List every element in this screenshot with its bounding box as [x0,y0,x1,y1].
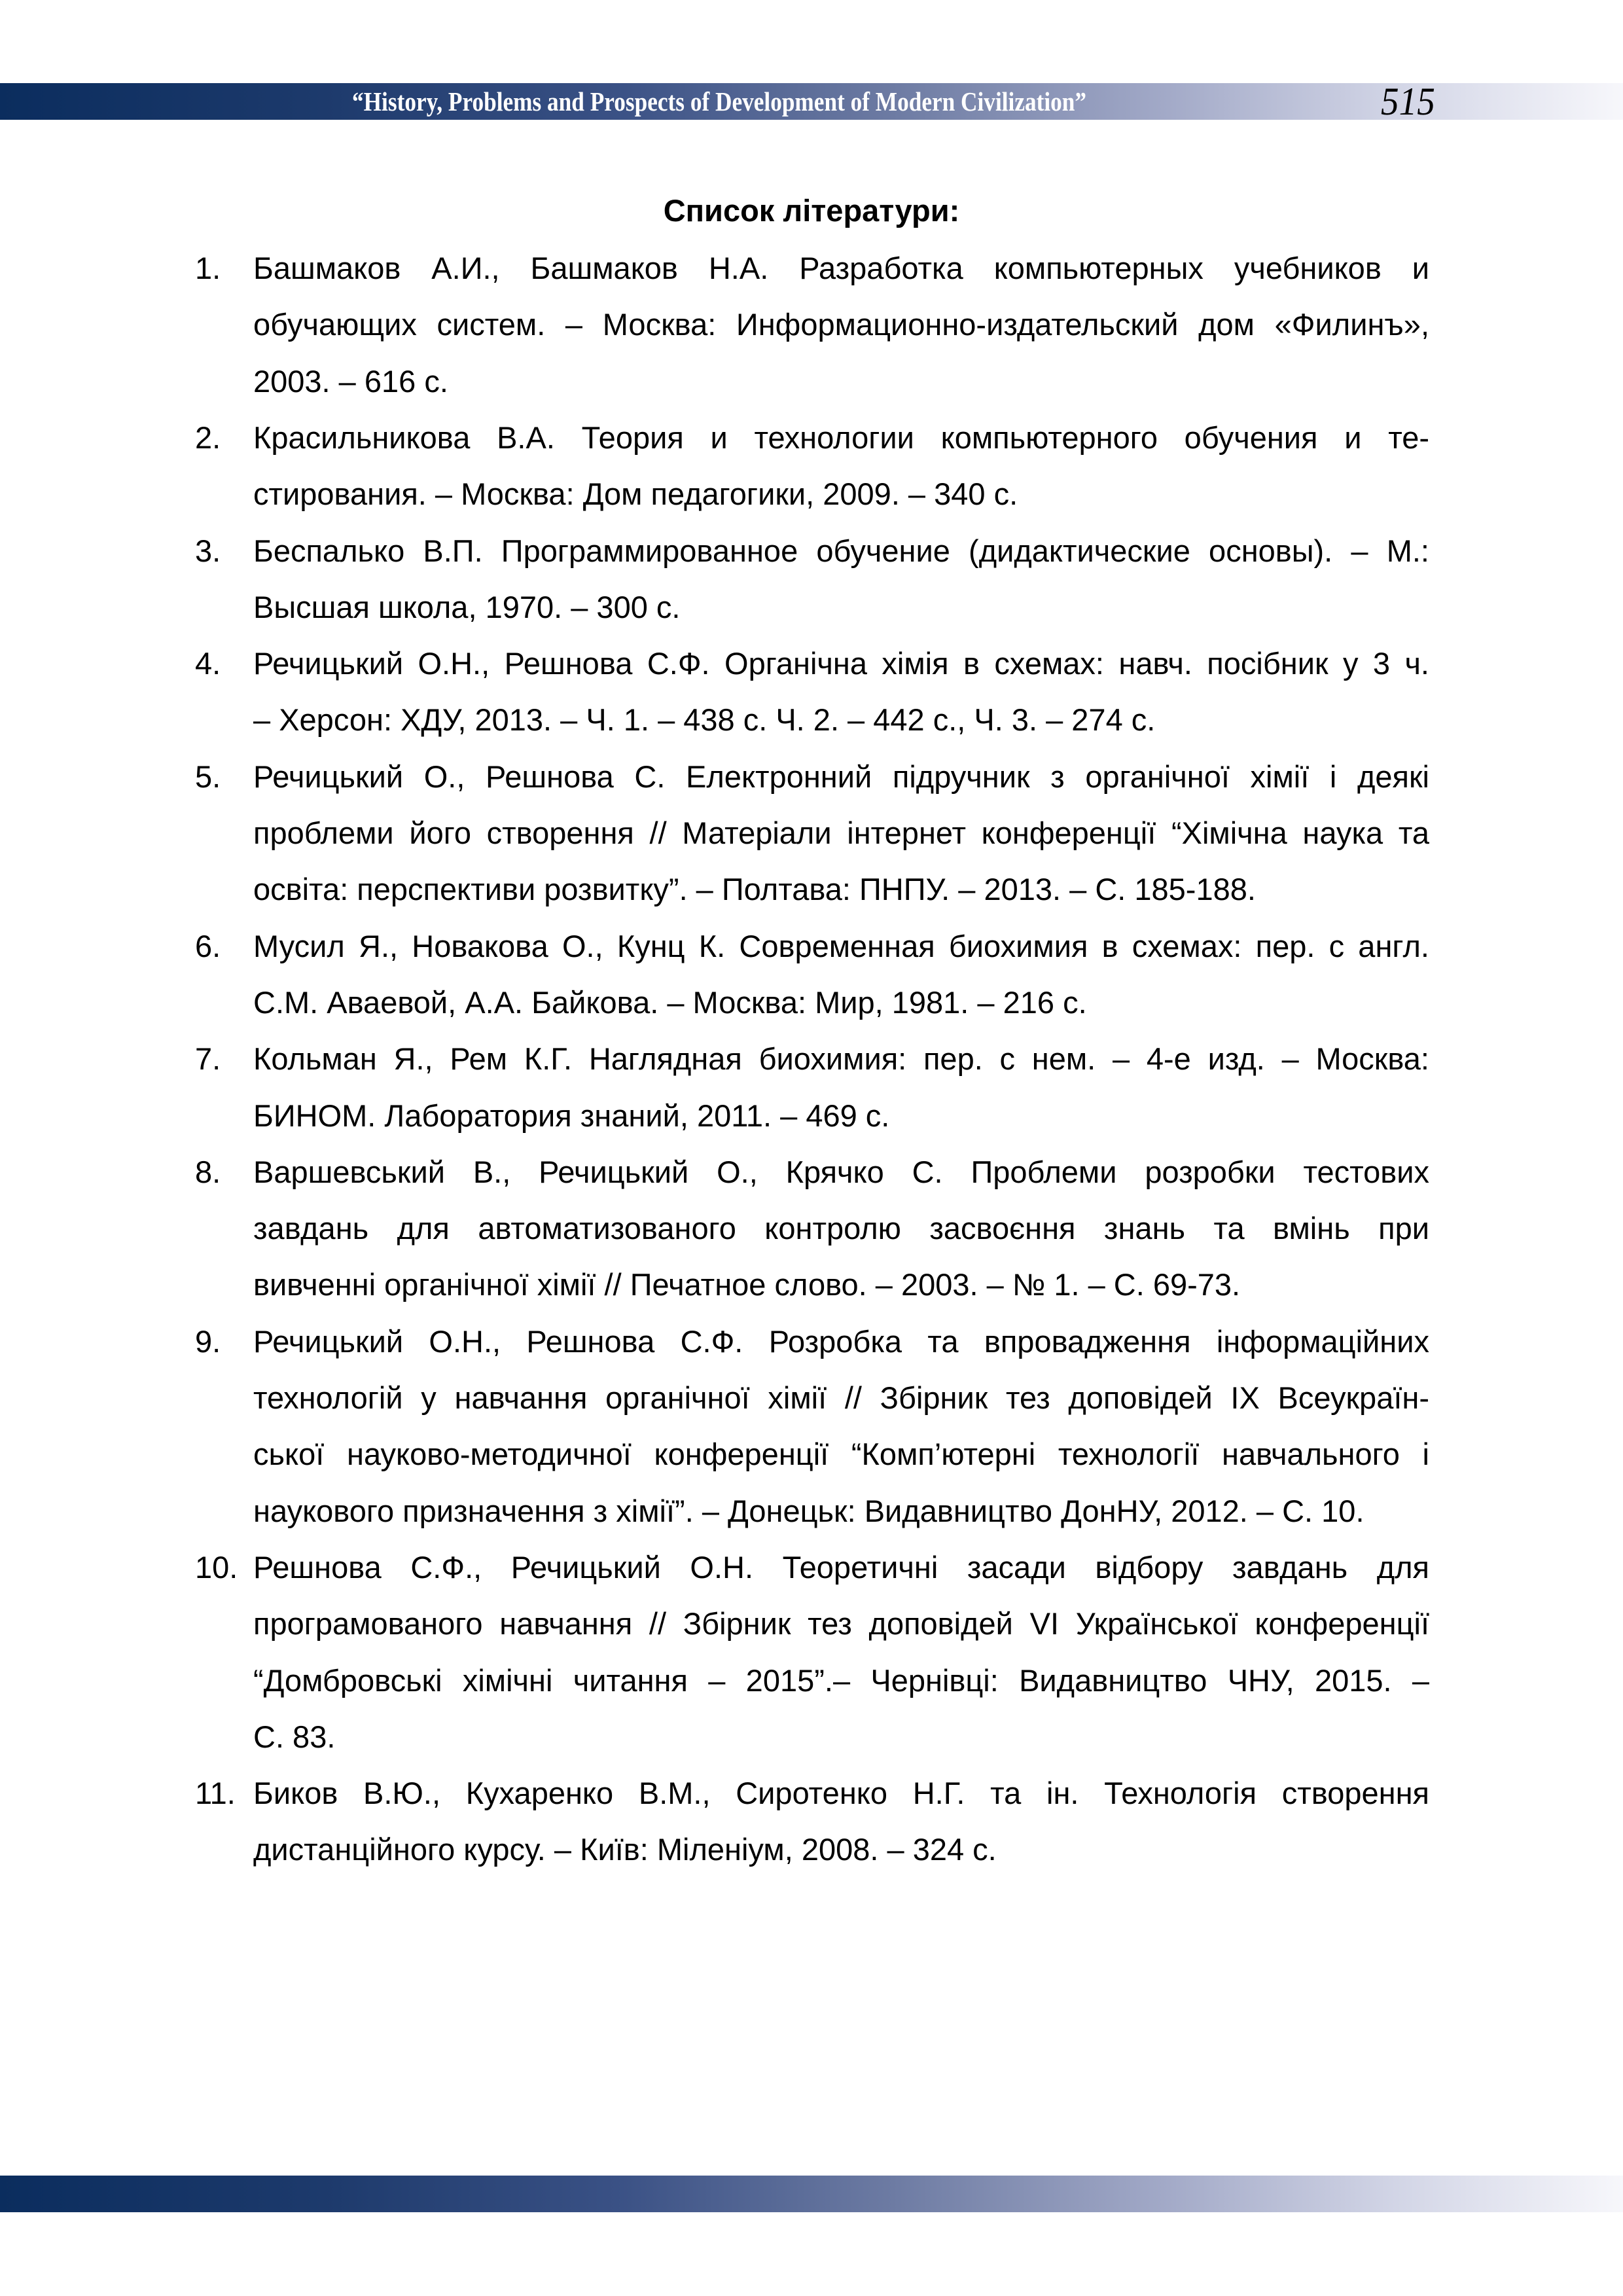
reference-text-line: стирования. – Москва: Дом педагогики, 2009. – 340 с. [253,476,1018,512]
reference-number: 6. [195,928,221,963]
reference-text-line: Беспалько В.П. Программированное обучение (дидактические основы). – М.: [253,533,1429,568]
reference-text-line: – Херсон: ХДУ, 2013. – Ч. 1. – 438 с. Ч. 2. – 442 с., Ч. 3. – 274 с. [253,702,1156,738]
footer-bar [0,2176,1623,2212]
page-number: 515 [1381,80,1435,123]
reference-number: 1. [195,251,221,285]
reference-number: 10. [195,1549,238,1585]
reference-text-line: наукового призначення з хімії”. – Донецьк: Видавництво ДонНУ, 2012. – С. 10. [253,1493,1364,1528]
reference-number: 4. [195,646,221,681]
reference-text-line: ської науково-методичної конференції “Комп’ютерні технології навчального і [253,1437,1429,1472]
journal-title: “History, Problems and Prospects of Development of Modern Civilization” [352,86,1087,117]
reference-number: 5. [195,759,221,794]
running-header [0,80,1623,123]
reference-text-line: технологій у навчання органічної хімії // Збірник тез доповідей IX Всеукраїн- [253,1380,1429,1415]
reference-text-line: завдань для автоматизованого контролю засвоєння знань та вмінь при [253,1211,1429,1246]
reference-number: 8. [195,1154,221,1189]
reference-number: 2. [195,420,221,455]
reference-text-line: Башмаков А.И., Башмаков Н.А. Разработка компьютерных учебников и [253,251,1429,285]
reference-text-line: С.М. Аваевой, А.А. Байкова. – Москва: Мир, 1981. – 216 с. [253,984,1087,1020]
reference-number: 3. [195,533,221,568]
reference-number: 11. [195,1776,236,1811]
reference-text-line: вивченні органічної хімії // Печатное слово. – 2003. – № 1. – С. 69-73. [253,1267,1241,1302]
reference-text-line: С. 83. [253,1719,336,1754]
reference-text-line: Речицький О.Н., Решнова С.Ф. Розробка та впровадження інформаційних [253,1323,1429,1359]
reference-number: 9. [195,1323,221,1359]
reference-text-line: Красильникова В.А. Теория и технологии компьютерного обучения и те- [253,420,1429,455]
reference-text-line: обучающих систем. – Москва: Информационно-издательский дом «Филинъ», [253,307,1429,342]
reference-text-line: Мусил Я., Новакова О., Кунц К. Современная биохимия в схемах: пер. с англ. [253,928,1429,963]
reference-text-line: Решнова С.Ф., Речицький О.Н. Теоретичні засади відбору завдань для [253,1549,1429,1585]
reference-text-line: Биков В.Ю., Кухаренко В.М., Сиротенко Н.Г. та ін. Технологія створення [253,1776,1429,1811]
reference-number: 7. [195,1041,221,1077]
reference-text-line: 2003. – 616 с. [253,363,448,399]
reference-text-line: дистанційного курсу. – Київ: Міленіум, 2008. – 324 с. [253,1832,997,1867]
reference-text-line: програмованого навчання // Збірник тез доповідей VI Української конференції [253,1606,1429,1641]
reference-text-line: проблеми його створення // Матеріали інтернет конференції “Хімічна наука та [253,816,1429,850]
reference-text-line: Речицький О.Н., Решнова С.Ф. Органічна хімія в схемах: навч. посібник у 3 ч. [253,646,1429,681]
reference-text-line: Варшевський В., Речицький О., Крячко С. Проблеми розробки тестових [253,1154,1429,1189]
reference-text-line: Речицький О., Решнова С. Електронний підручник з органічної хімії і деякі [253,759,1429,794]
references-heading: Список літератури: [663,193,960,228]
reference-text-line: освіта: перспективи розвитку”. – Полтава: ПНПУ. – 2013. – С. 185-188. [253,872,1256,907]
reference-text-line: “Домбровські хімічні читання – 2015”.– Чернівці: Видавництво ЧНУ, 2015. – [253,1662,1429,1698]
reference-text-line: Высшая школа, 1970. – 300 с. [253,589,681,624]
reference-text-line: БИНОМ. Лаборатория знаний, 2011. – 469 с. [253,1098,890,1133]
reference-text-line: Кольман Я., Рем К.Г. Наглядная биохимия: пер. с нем. – 4-е изд. – Москва: [253,1041,1429,1077]
